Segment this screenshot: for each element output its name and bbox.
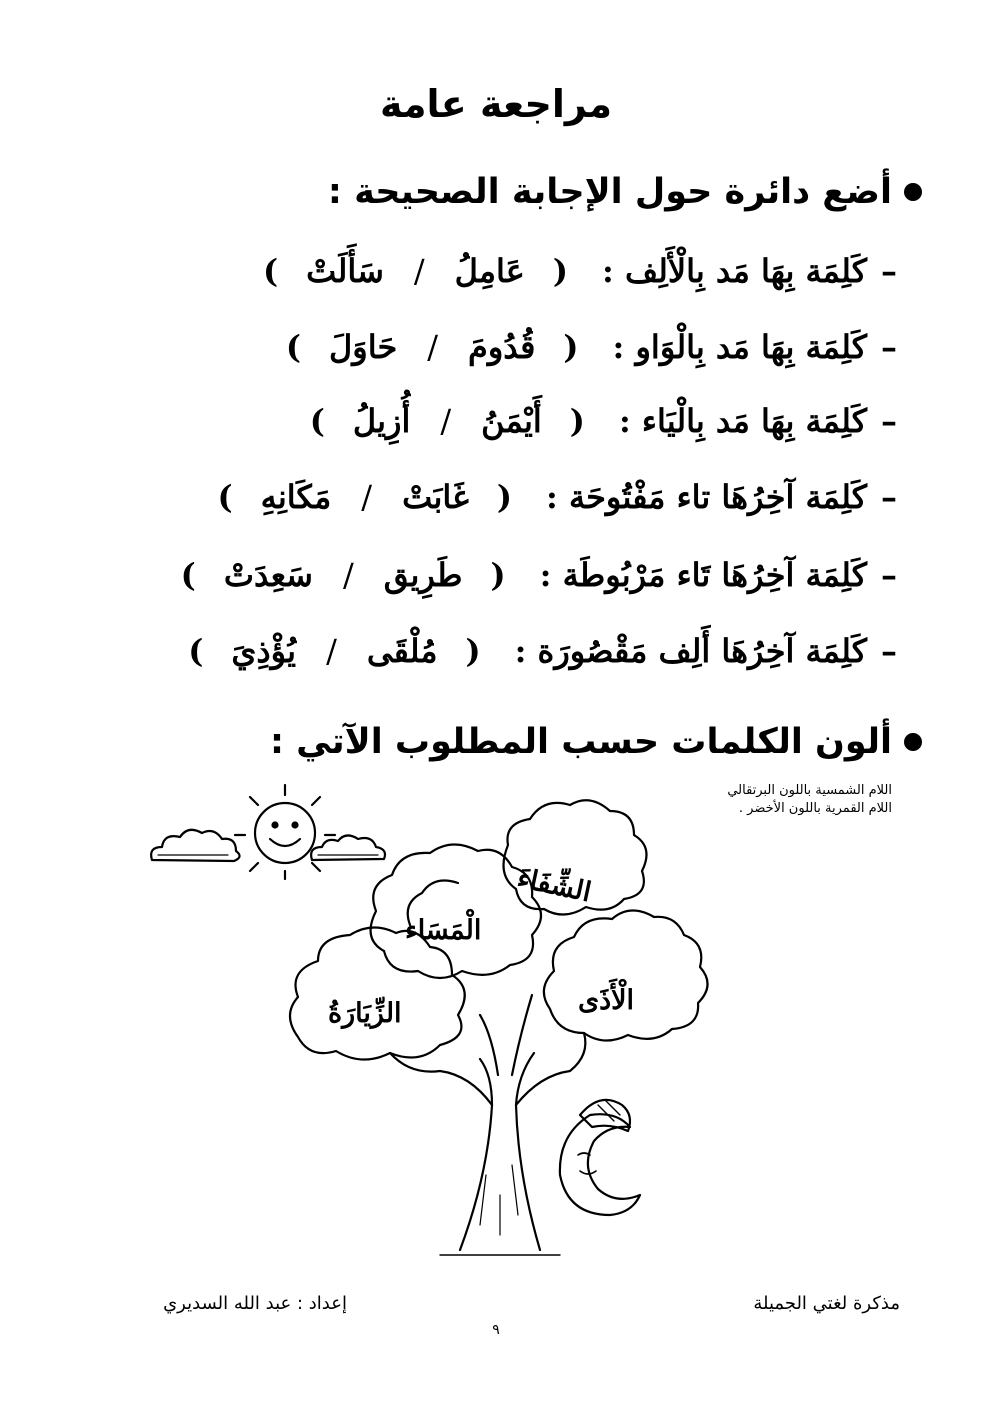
answer-option-2[interactable]: سَعِدَتْ <box>223 556 313 594</box>
paren-close: ) <box>217 478 233 516</box>
question-row <box>264 328 897 366</box>
answer-option-2[interactable]: حَاوَلَ <box>329 328 398 366</box>
page-title: مراجعة عامة <box>379 82 613 126</box>
separator: / <box>413 252 425 290</box>
question-prompt: كَلِمَة آخِرُهَا تَاء مَرْبُوطَة : <box>539 556 867 594</box>
answer-option-1[interactable]: طَرِيق <box>383 556 463 594</box>
question-row <box>159 556 897 594</box>
tree-canopy <box>544 910 708 1040</box>
question-prompt: كَلِمَة بِهَا مَد بِالْيَاء : <box>618 402 867 440</box>
dash: – <box>881 556 897 594</box>
paren-close: ) <box>180 556 196 594</box>
paren-open: ( <box>552 252 569 290</box>
paren-close: ) <box>263 252 279 290</box>
answer-option-1[interactable]: أَيْمَنُ <box>481 402 542 440</box>
dash: – <box>881 402 897 440</box>
answer-option-1[interactable]: عَامِلُ <box>454 252 525 290</box>
footer-author: إعداد : عبد الله السديري <box>163 1293 347 1314</box>
section1-heading <box>328 172 922 212</box>
separator: / <box>440 402 452 440</box>
tree-canopy <box>371 844 541 978</box>
dash: – <box>881 328 897 366</box>
answer-option-2[interactable]: أُزِيلُ <box>352 402 411 440</box>
question-row <box>196 478 897 516</box>
instruction-note <box>727 782 892 818</box>
note-line-1: اللام الشمسية باللون البرتقالي <box>727 783 892 798</box>
question-row <box>166 632 897 670</box>
answer-option-1[interactable]: قُدُومَ <box>468 328 536 366</box>
question-row <box>241 252 897 290</box>
cloud-icon <box>151 830 239 861</box>
answer-option-1[interactable]: مُلْقَى <box>366 632 438 670</box>
paren-open: ( <box>563 328 579 366</box>
section2-heading <box>270 722 922 762</box>
question-row <box>288 402 897 440</box>
paren-close: ) <box>285 328 301 366</box>
tree-word-2[interactable]: الْمَسَاء <box>405 915 482 946</box>
page-number: ٩ <box>492 1322 500 1338</box>
dash: – <box>881 252 897 290</box>
tree-word-4[interactable]: الزِّيَارَةُ <box>328 998 402 1029</box>
answer-option-2[interactable]: مَكَانِهِ <box>260 478 332 516</box>
answer-option-1[interactable]: غَابَتْ <box>402 478 469 516</box>
bullet-icon <box>904 733 922 751</box>
sun-icon <box>235 785 335 879</box>
moon-icon <box>560 1100 640 1215</box>
section1-heading-text: أضع دائرة حول الإجابة الصحيحة : <box>327 172 892 212</box>
cloud-icon <box>311 835 385 860</box>
question-prompt: كَلِمَة بِهَا مَد بِالْأَلِف : <box>602 252 867 290</box>
question-prompt: كَلِمَة آخِرُهَا أَلِف مَقْصُورَة : <box>514 632 867 670</box>
paren-close: ) <box>309 402 325 440</box>
dash: – <box>881 632 897 670</box>
note-line-2: اللام القمرية باللون الأخضر . <box>738 801 892 816</box>
separator: / <box>326 632 337 670</box>
separator: / <box>361 478 373 516</box>
dash: – <box>881 478 897 516</box>
question-prompt: كَلِمَة بِهَا مَد بِالْوَاو : <box>612 328 867 366</box>
bullet-icon <box>904 183 922 201</box>
tree-word-1[interactable]: الشِّفَاءَ <box>514 862 594 909</box>
paren-open: ( <box>465 632 481 670</box>
separator: / <box>427 328 439 366</box>
tree-illustration <box>140 775 740 1265</box>
paren-open: ( <box>490 556 506 594</box>
answer-option-2[interactable]: يُؤْذِيَ <box>231 632 297 670</box>
section2-heading-text: ألون الكلمات حسب المطلوب الآتي : <box>269 722 892 762</box>
separator: / <box>342 556 354 594</box>
paren-open: ( <box>496 478 513 516</box>
footer-book-title: مذكرة لغتي الجميلة <box>753 1293 900 1314</box>
paren-open: ( <box>569 402 585 440</box>
tree-word-3[interactable]: الْأَذَى <box>578 985 635 1016</box>
paren-close: ) <box>188 632 204 670</box>
question-prompt: كَلِمَة آخِرُهَا تاء مَفْتُوحَة : <box>546 478 867 516</box>
answer-option-2[interactable]: سَأَلَتْ <box>306 252 384 290</box>
